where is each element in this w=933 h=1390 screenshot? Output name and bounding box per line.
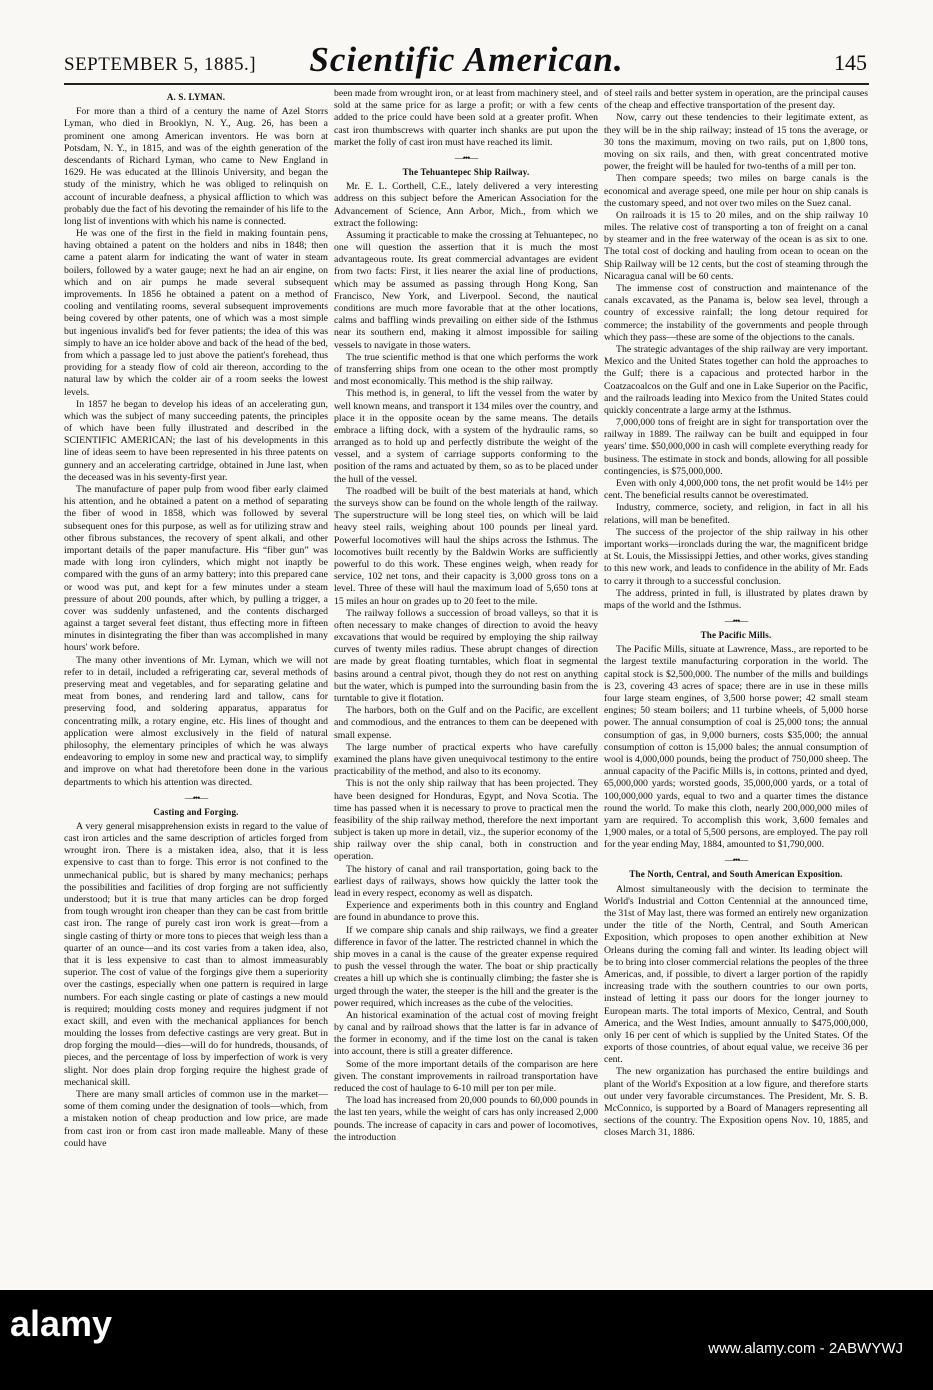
article-heading-casting: Casting and Forging.: [153, 806, 239, 817]
section-ornament: —•••—: [724, 616, 748, 627]
issue-date: SEPTEMBER 5, 1885.]: [64, 54, 257, 75]
paragraph: The manufacture of paper pulp from wood fiber early claimed his attention, and he obtained a patent on a method of separating the fiber of wood in 1858, which was followed by several subsequent ones for this purpose, as well as for utilizing straw and other fibrous substances, the recovery of spent alkali, and other important details of the paper manufacture. His “fiber gun” was made with long iron cylinders, which might not inaptly be compared with the guns of an army battery; into this prepared cane or wood was put, and kept for a few minutes under a steam pressure of about 200 pounds, after which, by pulling a trigger, a cover was suddenly unfastened, and the contents discharged against a target several feet distant, thus effecting more in fifteen minutes in disintegrating the fiber than was accomplished in many hours' work before.: [64, 484, 328, 654]
paragraph: The success of the projector of the ship railway in his other important works—ironclads during the war, the magnificent bridge at St. Louis, the Mississippi Jetties, and other works, gives standing to this new work, and leads to confidence in the ability of Mr. Eads to carry it through to a successful conclusion.: [604, 526, 868, 587]
column-1: [64, 88, 328, 1150]
paragraph: Industry, commerce, society, and religion, in fact in all his relations, will man be benefited.: [604, 502, 868, 526]
paragraph: Almost simultaneously with the decision to terminate the World's Industrial and Cotton Centennial at the announced time, the 31st of May last, there was formed an entirely new organization under the title of the North, Central, and South American Exposition, which proposes to open another exhibition at New Orleans during the coming fall and winter. Its leading object will be to bring into closer commercial relations the peoples of the three Americas, and, if possible, to divert a larger portion of the rapidly increasing trade with the southern countries to our own ports, instead of letting it pass our doors for the longer journey to European marts. The total imports of Mexico, Central, and South America, and the West Indies, amount annually to $475,000,000, only 16 per cent of which is supplied by the United States. Of the exports of those countries, of about equal value, we receive 36 per cent.: [604, 883, 868, 1066]
section-ornament: —•••—: [724, 855, 748, 866]
paragraph: Now, carry out these tendencies to their legitimate extent, as they will be in the ship railway; instead of 15 tons the average, or 30 tons the maximum, moving on two rails, put on 1,800 tons, moving on six rails, and then, with great concentrated motive power, the freight will be hauled for two-tenths of a mill per ton.: [604, 112, 868, 173]
paragraph: The immense cost of construction and maintenance of the canals excavated, as the Panama is, below sea level, through a country of excessive rainfall; the long detour required for commerce; the instability of the governments and people through which they pass—these are some of the objections to the canals.: [604, 283, 868, 343]
watermark-url: www.alamy.com - 2ABWYWJ: [708, 1340, 903, 1357]
paragraph: The large number of practical experts who have carefully examined the plans have given unequivocal testimony to the entire practicability of the method, and also to its economy.: [334, 741, 598, 778]
paragraph: A very general misapprehension exists in regard to the value of cast iron articles and the same description of articles forged from wrought iron. There is a mistaken idea, also, that it is less expensive to cast than to forge. This error is not confined to the unmechanical public, but is shared by many mechanics; perhaps the possibilities and facilities of drop forging are not sufficiently understood; but it is true that many articles can be drop forged from tough wrought iron cheaper than they can be cast from brittle cast iron. The range of purely cast iron work is great—from a single casting of thirty or more tons to pieces that weigh less than a quarter of an ounce—and its cost varies from a taken idea, also, that it is less expensive to cast than to almost immeasurably superior. The cost of value of the forgings give them a superiority over the castings, especially when one pattern is required in large numbers. For each single casting or plate of castings a new mould is required; moulding costs money and requires judgment if not exact skill, and even with the mechanical appliances for bench moulding the losses from defective castings are very great. But in drop forging the mould—dies—will do for hundreds, thousands, of pieces, and the percentage of loss by imperfection of work is very slight. Nor does plain drop forging require the highest grade of mechanical skill.: [64, 820, 328, 1088]
paragraph: On railroads it is 15 to 20 miles, and on the ship railway 10 miles. The relative cost of transporting a ton of freight on a canal by steamer and in the free waterway of the ocean is as six to one. The total cost of docking and hauling from ocean to ocean on the Ship Railway will be 12 cents, but the cost of steaming through the Nicaragua canal will be 60 cents.: [604, 209, 868, 282]
paragraph: For more than a third of a century the name of Azel Storrs Lyman, who died in Brooklyn, N. Y., Aug. 26, has been a prominent one among American inventors. He was born at Potsdam, N. Y., in 1815, and was of the eighth generation of the descendants of Richard Lyman, who came to New England in 1629. He was educated at the Illinois University, and began the study of the ministry, which he was obliged to relinquish on account of incurable deafness, a physical affliction to which was probably due the fact of his devoting the remainder of his life to the long list of inventions with which his name is connected.: [64, 106, 328, 227]
column-2: [334, 88, 598, 1144]
article-heading-pacific-mills: The Pacific Mills.: [700, 630, 772, 641]
paragraph: Assuming it practicable to make the crossing at Tehuantepec, no one will question the assertion that it is much the most advantageous route. Its great commercial advantages are evident from two facts: First, it lies nearer the axial line of productions, which may be assumed as passing through Hong Kong, San Francisco, New York, and Liverpool. Second, the nautical conditions are much more favorable that at the other locations, calms and baffling winds prevailing on either side of the Isthmus near its southern end, making it almost impossible for sailing vessels to navigate in those waters.: [334, 229, 598, 351]
paragraph: The strategic advantages of the ship railway are very important. Mexico and the United States together can hold the approaches to the Gulf; there is a capacious and protected harbor in the Coatzacoalcos on the Gulf and one in Lake Superior on the Pacific, and the railroads leading into Mexico from the United States could quickly concentrate a large army at the Isthmus.: [604, 343, 868, 416]
paragraph: Mr. E. L. Corthell, C.E., lately delivered a very interesting address on this subject before the American Association for the Advancement of Science, Ann Arbor, Mich., from which we extract the following:: [334, 181, 598, 229]
paragraph: The true scientific method is that one which performs the work of transferring ships from one ocean to the other most promptly and most economically. This method is the ship railway.: [334, 351, 598, 388]
section-ornament: —•••—: [454, 152, 478, 163]
paragraph: The address, printed in full, is illustrated by plates drawn by maps of the world and the Isthmus.: [604, 587, 868, 611]
paragraph: The roadbed will be built of the best materials at hand, which the surveys show can be found on the whole length of the railway. The superstructure will be long steel ties, on which will be laid heavy steel rails, weighing about 100 pounds per lineal yard. Powerful locomotives will haul the ships across the Isthmus. The locomotives built recently by the Baldwin Works are sufficiently powerful to do this work. These engines weigh, when ready for service, 102 net tons, and their capacity is 3,000 gross tons on a level. Three of these will haul the maximum load of 5,650 tons at 15 miles an hour on grades up to 20 feet to the mile.: [334, 485, 598, 607]
article-heading-lyman: A. S. LYMAN.: [166, 92, 226, 102]
paragraph: of steel rails and better system in operation, are the principal causes of the cheap and effective transportation of the present day.: [604, 88, 868, 112]
paragraph: The railway follows a succession of broad valleys, so that it is often necessary to make changes of direction to avoid the heavy excavations that would be required by employing the ship railway curves of twenty miles radius. These abrupt changes of direction are made by great floating turntables, which float in segmental basins around a central pivot, though they do not rest on anything but the water, which is pumped into the surrounding basin from the turntable to give it flotation.: [334, 607, 598, 704]
page-number: 145: [834, 50, 867, 75]
paragraph: This method is, in general, to lift the vessel from the water by well known means, and transport it 134 miles over the country, and place it in the opposite ocean by the same means. The details embrace a lifting dock, with a system of the hydraulic rams, so arranged as to hold up and perfectly distribute the weight of the vessel, and a system of carriage supports conforming to the position of the rams and actuated by them, so as to be placed under the hull of the vessel.: [334, 388, 598, 485]
header-rule: [64, 83, 869, 85]
article-heading-tehuantepec: The Tehuantepec Ship Railway.: [402, 166, 530, 177]
paragraph: been made from wrought iron, or at least from machinery steel, and sold at the same price for as large a profit; or with a few cents added to the price could have been sold at a greater profit. When cast iron thumbscrews with quarter inch shanks are put upon the market the folly of cast iron must have reached its limit.: [334, 88, 598, 148]
paragraph: In 1857 he began to develop his ideas of an accelerating gun, which was the subject of many succeeding patents, the principles of which have been fully illustrated and described in the SCIENTIFIC AMERICAN; the last of his developments in this line of ideas seem to have been represented in his three patents on gunnery and an accelerating cartridge, obtained in June last, when the deceased was in his seventy-first year.: [64, 398, 328, 483]
paragraph: The many other inventions of Mr. Lyman, which we will not refer to in detail, included a refrigerating car, several methods of preserving meat and vegetables, and for separating gelatine and meat from bones, and rendering lard and tallow, cans for preserving food, and soldering apparatus, apparatus for concentrating milk, a rotary engine, etc. His lines of thought and application were almost exclusively in the field of natural philosophy, the elementary principles of which he was always endeavoring to employ in some new and practical way, to simplify and improve on what had theretofore been done in the various departments to which his attention was directed.: [64, 654, 328, 788]
paragraph: If we compare ship canals and ship railways, we find a greater difference in favor of the latter. The restricted channel in which the ship moves in a canal is the cause of the greater expense required to push the vessel through the water. The boat or ship practically creates a hill up which she is continually climbing; the faster she is urged through the water, the steeper is the hill and the greater is the power required, which increases as the cube of the velocities.: [334, 924, 598, 1009]
paragraph: The load has increased from 20,000 pounds to 60,000 pounds in the last ten years, while the weight of cars has only increased 2,000 pounds. The increase of capacity in cars and power of locomotives, the introduction: [334, 1095, 598, 1143]
paragraph: The history of canal and rail transportation, going back to the earliest days of railways, shows how quickly the latter took the lead in every respect, economy as well as dispatch.: [334, 863, 598, 899]
paragraph: Some of the more important details of the comparison are here given. The constant improvements in railroad transportation have reduced the cost of haulage to 6-10 mill per ton per mile.: [334, 1058, 598, 1094]
column-3: [604, 88, 868, 1140]
paragraph: The harbors, both on the Gulf and on the Pacific, are excellent and commodious, and the entrances to them can be deepened with small expense.: [334, 705, 598, 741]
paragraph: An historical examination of the actual cost of moving freight by canal and by railroad shows that the latter is far in advance of the former in economy, and if the time lost on the canal is taken into account, there is still a greater difference.: [334, 1009, 598, 1058]
alamy-logo: [10, 1304, 170, 1344]
article-heading-exposition: The North, Central, and South American Exposition.: [629, 869, 843, 880]
stock-photo-banner: [0, 1290, 933, 1390]
paragraph: 7,000,000 tons of freight are in sight for transportation over the railway in 1889. The railway can be built and equipped in four years' time. $50,000,000 in cash will complete everything ready for business. The estimate in stock and bonds, allowing for all possible contingencies, is $75,000,000.: [604, 417, 868, 477]
paragraph: This is not the only ship railway that has been projected. They have been designed for Honduras, Egypt, and Nova Scotia. The time has passed when it is necessary to prove to practical men the feasibility of the ship railway method, therefore the next important subject is taken up more in detail, viz., the superior economy of the ship railway over the ship canal, both in construction and operation.: [334, 778, 598, 863]
section-ornament: —•••—: [184, 792, 208, 803]
paragraph: He was one of the first in the field in making fountain pens, having obtained a patent on the holders and nibs in 1848; then came a patent alarm for indicating the want of water in steam boilers, followed by a water gauge; next he had an air engine, on which and on air pumps he made several subsequent improvements. In 1856 he obtained a patent on a method of cooling and ventilating rooms, several subsequent improvements being covered by other patents, one of which was a most simple but ingenious invalid's bed for fever patients; the idea of this was simply to have an ice holder above and back of the head of the bed, from which a passage led to just above the patient's forehead, thus providing for a steady flow of cold air thereon, according to the natural law by which the colder air of a room seeks the lowest levels.: [64, 228, 328, 398]
alamy-logo-text: alamy: [10, 1304, 113, 1344]
paragraph: The Pacific Mills, situate at Lawrence, Mass., are reported to be the largest textile manufacturing corporation in the world. The capital stock is $2,500,000. The number of the mills and buildings is 23, covering 43 acres of space; there are in use in these mills four large steam engines, of 3,500 horse power; 42 small steam engines; 50 steam boilers; and 11 turbine wheels, of 5,000 horse power. The annual consumption of coal is 25,000 tons; the annual consumption of gas, in 9,000 burners, costs $35,000; the annual consumption of cotton is 15,000 bales; the annual consumption of wool is 4,000,000 pounds, being the product of 750,000 sheep. The annual capacity of the Pacific Mills is, in cottons, printed and dyed, 65,000,000 yards; worsted goods, 35,000,000 yards, or a total of 100,000,000 yards, equal to two and a quarter times the distance round the world. To make this cloth, nearly 200,000,000 miles of yarn are required. To accomplish this work, 3,600 females and 1,900 males, or a total of 5,500 persons, are employed. The pay roll for the year ending May, 1884, amounted to $1,790,000.: [604, 644, 868, 851]
paragraph: The new organization has purchased the entire buildings and plant of the World's Exposition at a low figure, and therefore starts out under very favorable circumstances. The President, Mr. S. B. McConnico, is supported by a Board of Managers representing all sections of the country. The Exposition opens Nov. 10, 1885, and closes March 31, 1886.: [604, 1066, 868, 1139]
paragraph: Experience and experiments both in this country and England are found in abundance to prove this.: [334, 900, 598, 924]
paragraph: Even with only 4,000,000 tons, the net profit would be 14½ per cent. The beneficial results cannot be overestimated.: [604, 478, 868, 502]
masthead: Scientific American.: [309, 40, 624, 79]
paragraph: There are many small articles of common use in the market—some of them coming under the designation of tools—which, from a mistaken notion of cheap production and low price, are made from cast iron or from cast iron made malleable. Many of these could have: [64, 1089, 328, 1149]
paragraph: Then compare speeds; two miles on barge canals is the economical and average speed, one mile per hour on ship canals is the customary speed, and not over two miles on the Suez canal.: [604, 173, 868, 209]
